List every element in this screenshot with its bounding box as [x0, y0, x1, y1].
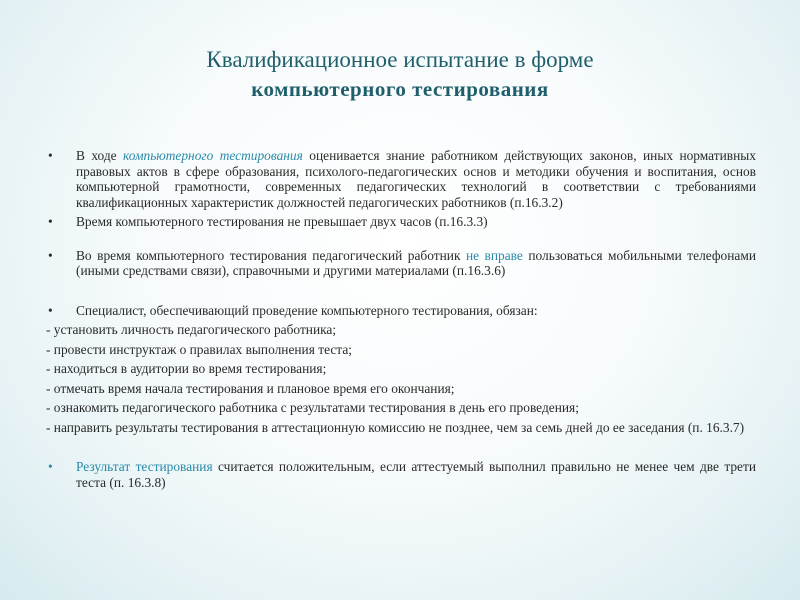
- duty-item: - отмечать время начала тестирования и плановое время его окончания;: [46, 380, 455, 396]
- bullet-computer-testing: [46, 148, 756, 210]
- duty-item: - ознакомить педагогического работника с результатами тестирования в день его проведения;: [46, 400, 579, 415]
- bullet1-after: оценивается знание работником действующих законов, иных нормативных правовых актов в сфере образования, психолого-педагогических основ и методики обучения и воспитания, основ компьютерной грамотности, современных педагогических технологий в соответствии с требованиями квалификационных характеристик должностей педагогических работников (п.16.3.2): [76, 148, 756, 210]
- duty-item: - установить личность педагогического работника;: [46, 322, 337, 337]
- bullet1-before: В ходе: [76, 148, 124, 163]
- bullet-duration: [46, 214, 756, 230]
- slide-content: [46, 148, 756, 490]
- bullet5-highlight: Результат тестирования: [76, 459, 213, 474]
- title-line-2: компьютерного тестирования: [251, 77, 549, 101]
- duty-item: - направить результаты тестирования в аттестационную комиссию не позднее, чем за семь дней до ее заседания (п. 16.3.7): [46, 419, 745, 435]
- slide-title: [0, 46, 800, 104]
- bullet-dot: •: [48, 247, 53, 263]
- duty-item: - провести инструктаж о правилах выполнения теста;: [46, 341, 352, 357]
- bullet-dot: •: [48, 214, 53, 229]
- bullet-result: [46, 459, 756, 490]
- bullet1-highlight: компьютерного тестирования: [123, 148, 303, 163]
- bullet-dot: •: [48, 302, 53, 318]
- bullet-specialist-duties: [46, 303, 756, 319]
- bullet4-text: Специалист, обеспечивающий проведение компьютерного тестирования, обязан:: [76, 302, 538, 318]
- title-line-1: Квалификационное испытание в форме: [206, 47, 594, 72]
- bullet-restrictions: [46, 248, 756, 279]
- bullet3-before: Во время компьютерного тестирования педагогический работник: [76, 247, 466, 263]
- bullet3-highlight: не вправе: [465, 247, 523, 263]
- duty-item: - находиться в аудитории во время тестирования;: [46, 361, 327, 376]
- bullet-dot: •: [48, 148, 53, 163]
- bullet3-after: пользоваться мобильными телефонами (иными средствами связи), справочными и другими материалами (п.16.3.6): [76, 247, 756, 278]
- bullet2-text: Время компьютерного тестирования не превышает двух часов (п.16.3.3): [76, 214, 488, 229]
- bullet-dot: •: [48, 459, 53, 474]
- bullet5-after: считается положительным, если аттестуемый выполнил правильно не менее чем две трети теста (п. 16.3.8): [76, 459, 756, 490]
